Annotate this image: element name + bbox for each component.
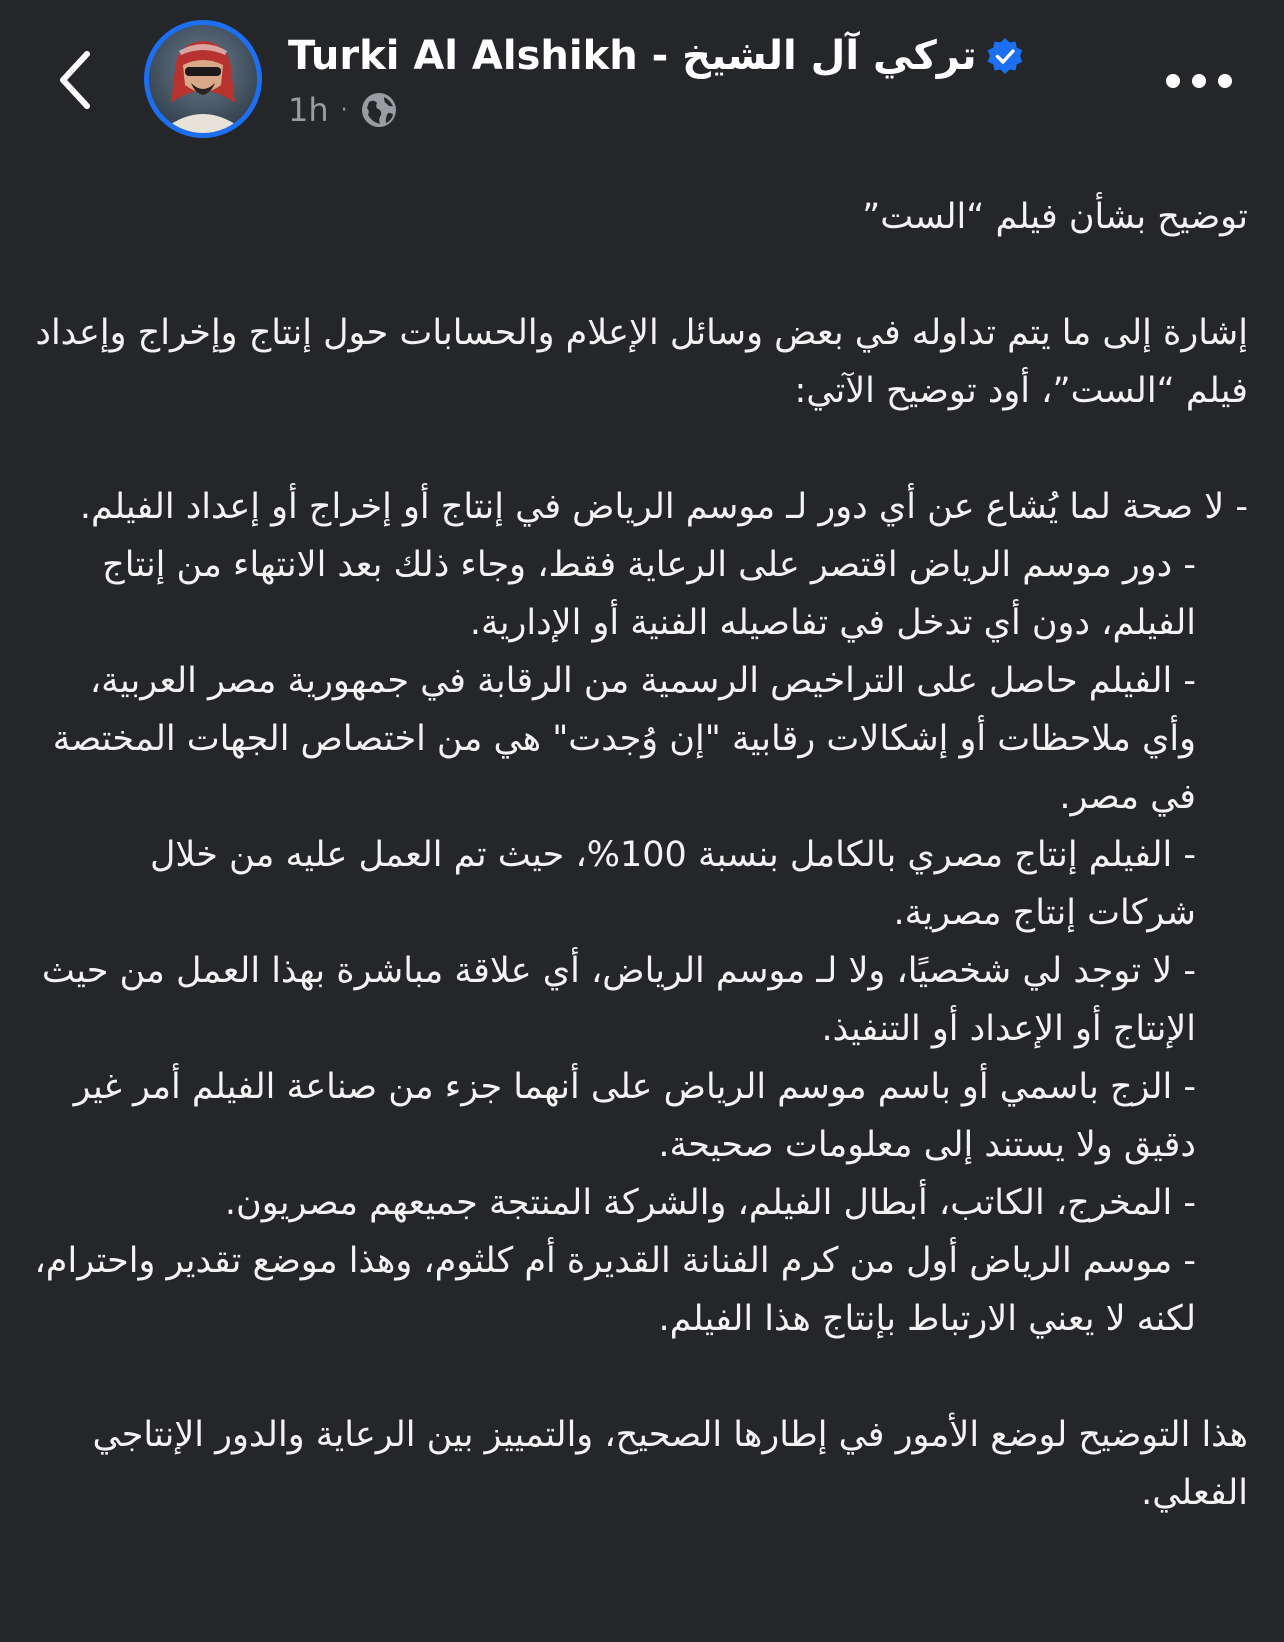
post-bullet: - الزج باسمي أو باسم موسم الرياض على أنهما جزء من صناعة الفيلم أمر غير دقيق ولا يستند إلى معلومات صحيحة. (73, 1067, 1196, 1165)
page-name[interactable]: Turki Al Alshikh - تركي آل الشيخ (288, 33, 977, 79)
post-time[interactable]: 1h (288, 91, 329, 129)
post-bullet: - الفيلم حاصل على التراخيص الرسمية من الرقابة في جمهورية مصر العربية، وأي ملاحظات أو إشكالات رقابية "إن وُجدت" هي من اختصاص الجهات المختصة في مصر. (52, 661, 1196, 817)
globe-icon[interactable] (360, 91, 398, 129)
post-bullet: - لا صحة لما يُشاع عن أي دور لـ موسم الرياض في إنتاج أو إخراج أو إعداد الفيلم. (79, 487, 1248, 527)
post-bullet: - المخرج، الكاتب، أبطال الفيلم، والشركة المنتجة جميعهم مصريون. (224, 1183, 1196, 1223)
post-bullet: - لا توجد لي شخصيًا، ولا لـ موسم الرياض، أي علاقة مباشرة بهذا العمل من حيث الإنتاج أو الإعداد أو التنفيذ. (41, 951, 1196, 1049)
post-meta (288, 88, 398, 132)
post-header (0, 0, 1284, 160)
avatar[interactable] (144, 20, 262, 138)
post-bullet: - موسم الرياض أول من كرم الفنانة القديرة أم كلثوم، وهذا موضع تقدير واحترام، لكنه لا يعني الارتباط بإنتاج هذا الفيلم. (34, 1241, 1196, 1339)
page-name-row (288, 28, 1025, 84)
post-title: توضيح بشأن فيلم “الست” (862, 197, 1248, 237)
chevron-left-icon (55, 48, 95, 112)
more-options-button[interactable] (1154, 56, 1244, 106)
post-intro: إشارة إلى ما يتم تداوله في بعض وسائل الإعلام والحسابات حول إنتاج وإخراج وإعداد فيلم “الست”، أود توضيح الآتي: (35, 313, 1248, 411)
more-options-icon (1164, 73, 1234, 89)
meta-separator: · (340, 97, 348, 123)
profile-photo (149, 25, 257, 133)
post-bullet: - الفيلم إنتاج مصري بالكامل بنسبة 100%، حيث تم العمل عليه من خلال شركات إنتاج مصرية. (149, 835, 1196, 933)
post-body (34, 188, 1248, 1522)
post-closing: هذا التوضيح لوضع الأمور في إطارها الصحيح، والتمييز بين الرعاية والدور الإنتاجي الفعلي. (92, 1415, 1248, 1513)
verified-badge-icon (985, 36, 1025, 76)
post-bullet: - دور موسم الرياض اقتصر على الرعاية فقط، وجاء ذلك بعد الانتهاء من إنتاج الفيلم، دون أي تدخل في تفاصيله الفنية أو الإدارية. (102, 545, 1196, 643)
back-button[interactable] (40, 40, 110, 120)
